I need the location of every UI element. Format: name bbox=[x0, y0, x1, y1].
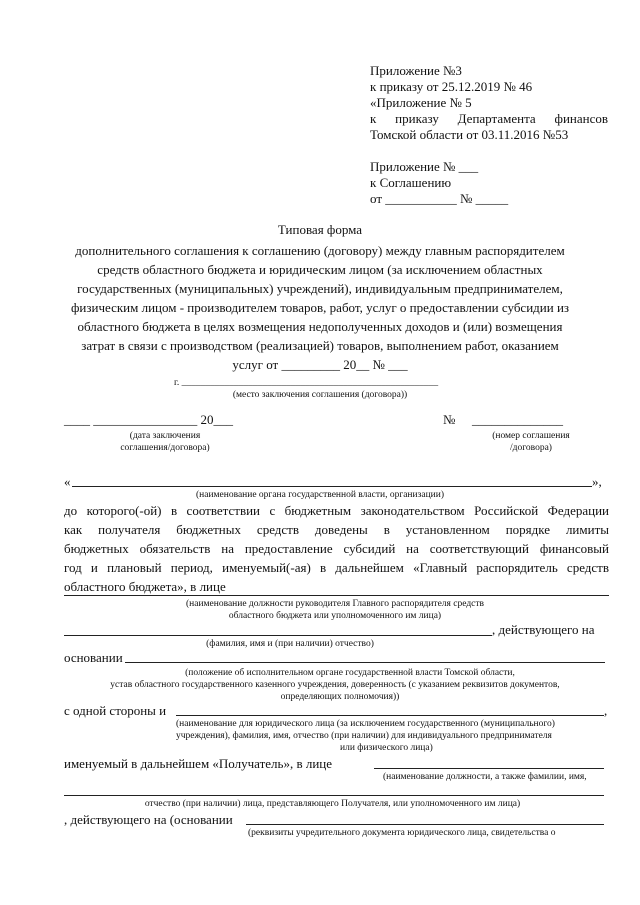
header-from-date: от ___________ № _____ bbox=[370, 191, 509, 206]
recipient-name-underline bbox=[176, 715, 604, 716]
place-of-signing: г. ______________________________________________________ bbox=[174, 378, 439, 388]
header-appendix-blank: Приложение № ___ bbox=[370, 159, 479, 174]
para-line-4: год и плановый период, именуемый(-ая) в дальнейшем «Главный распорядитель средств bbox=[64, 560, 609, 575]
title-line-3: государственных (муниципальных) учреждений), индивидуальным предпринимателем, bbox=[77, 281, 563, 296]
para-line-1: до которого(-ой) в соответствии с бюджетным законодательством Российской Федерации bbox=[64, 503, 609, 518]
number-sign: № bbox=[443, 412, 456, 427]
number-blank: ______________ bbox=[472, 412, 563, 427]
header-region-order: Томской области от 03.11.2016 №53 bbox=[370, 127, 569, 142]
acting-basis-label: , действующего на (основании bbox=[64, 812, 233, 827]
org-open-quote: « bbox=[64, 474, 71, 489]
title-line-1: дополнительного соглашения к соглашению (договору) между главным распорядителем bbox=[75, 243, 565, 258]
side-caption-2: учреждения), фамилия, имя, отчество (при наличии) для индивидуального предпринимателя bbox=[176, 731, 552, 741]
place-caption: (место заключения соглашения (договора)) bbox=[232, 390, 408, 400]
header-appendix-3: Приложение №3 bbox=[370, 63, 462, 78]
basis-caption-1: (положение об исполнительном органе государственной власти Томской области, bbox=[185, 668, 515, 678]
para-line-3: бюджетных обязательств на предоставление субсидий на соответствующий финансовый bbox=[64, 541, 609, 556]
position-caption-1: (наименование должности руководителя Главного распорядителя средств bbox=[185, 599, 485, 609]
basis-underline bbox=[125, 662, 605, 663]
title-line-4: физическим лицом - производителем товаров, работ, услуг о предоставлении субсидии из bbox=[70, 300, 570, 315]
acting-basis-caption: (реквизиты учредительного документа юридического лица, свидетельства о bbox=[248, 828, 556, 838]
number-caption-2: /договора) bbox=[510, 443, 552, 453]
date-caption-1: (дата заключения bbox=[129, 431, 201, 441]
org-close-quote: », bbox=[592, 474, 602, 489]
acting-basis-underline bbox=[246, 824, 604, 825]
basis-label: основании bbox=[64, 650, 123, 665]
title-line-6: затрат в связи с производством (реализацией) товаров, выполнением работ, оказанием bbox=[81, 338, 559, 353]
side-caption-1: (наименование для юридического лица (за исключением государственного (муниципального) bbox=[176, 719, 555, 729]
acting-on-label: , действующего на bbox=[492, 622, 595, 637]
recipient-rep-underline bbox=[374, 768, 604, 769]
recipient-caption-2: отчество (при наличии) лица, представляющего Получателя, или уполномоченного им лица) bbox=[144, 799, 521, 809]
header-department: к приказу Департамента финансов bbox=[370, 111, 608, 126]
org-caption: (наименование органа государственной власти, организации) bbox=[195, 490, 444, 500]
header-appendix-5: «Приложение № 5 bbox=[370, 95, 472, 110]
title-line-5: областного бюджета в целях возмещения недополученных доходов и (или) возмещения bbox=[77, 319, 563, 334]
date-caption-2: соглашения/договора) bbox=[120, 443, 210, 453]
name-underline bbox=[64, 635, 492, 636]
side-caption-3: или физического лица) bbox=[340, 743, 433, 753]
recipient-rep-underline-2 bbox=[64, 795, 604, 796]
basis-caption-2: устав областного государственного казенного учреждения, доверенность (с указанием реквизитов документов, bbox=[110, 680, 560, 690]
org-underline bbox=[72, 486, 592, 487]
side-label: с одной стороны и bbox=[64, 703, 167, 718]
position-caption-2: областного бюджета или уполномоченного им лица) bbox=[228, 611, 442, 621]
para-line-2: как получателя бюджетных средств доведены в установленном порядке лимиты bbox=[64, 522, 609, 537]
title-form: Типовая форма bbox=[277, 222, 363, 237]
number-caption-1: (номер соглашения bbox=[492, 431, 570, 441]
header-to-agreement: к Соглашению bbox=[370, 175, 452, 190]
title-line-2: средств областного бюджета и юридическим лицом (за исключением областных bbox=[97, 262, 543, 277]
side-comma: , bbox=[604, 703, 608, 718]
position-underline bbox=[64, 595, 609, 596]
basis-caption-3: определяющих полномочия)) bbox=[280, 692, 400, 702]
header-order-ref: к приказу от 25.12.2019 № 46 bbox=[370, 79, 533, 94]
recipient-caption: (наименование должности, а также фамилии, имя, bbox=[383, 772, 587, 782]
date-blank: ____ ________________ 20___ bbox=[64, 412, 233, 427]
name-caption: (фамилия, имя и (при наличии) отчество) bbox=[206, 639, 374, 649]
title-line-7: услуг от _________ 20__ № ___ bbox=[232, 357, 408, 372]
para-line-5: областного бюджета», в лице bbox=[64, 579, 226, 594]
recipient-label: именуемый в дальнейшем «Получатель», в лице bbox=[64, 756, 333, 771]
